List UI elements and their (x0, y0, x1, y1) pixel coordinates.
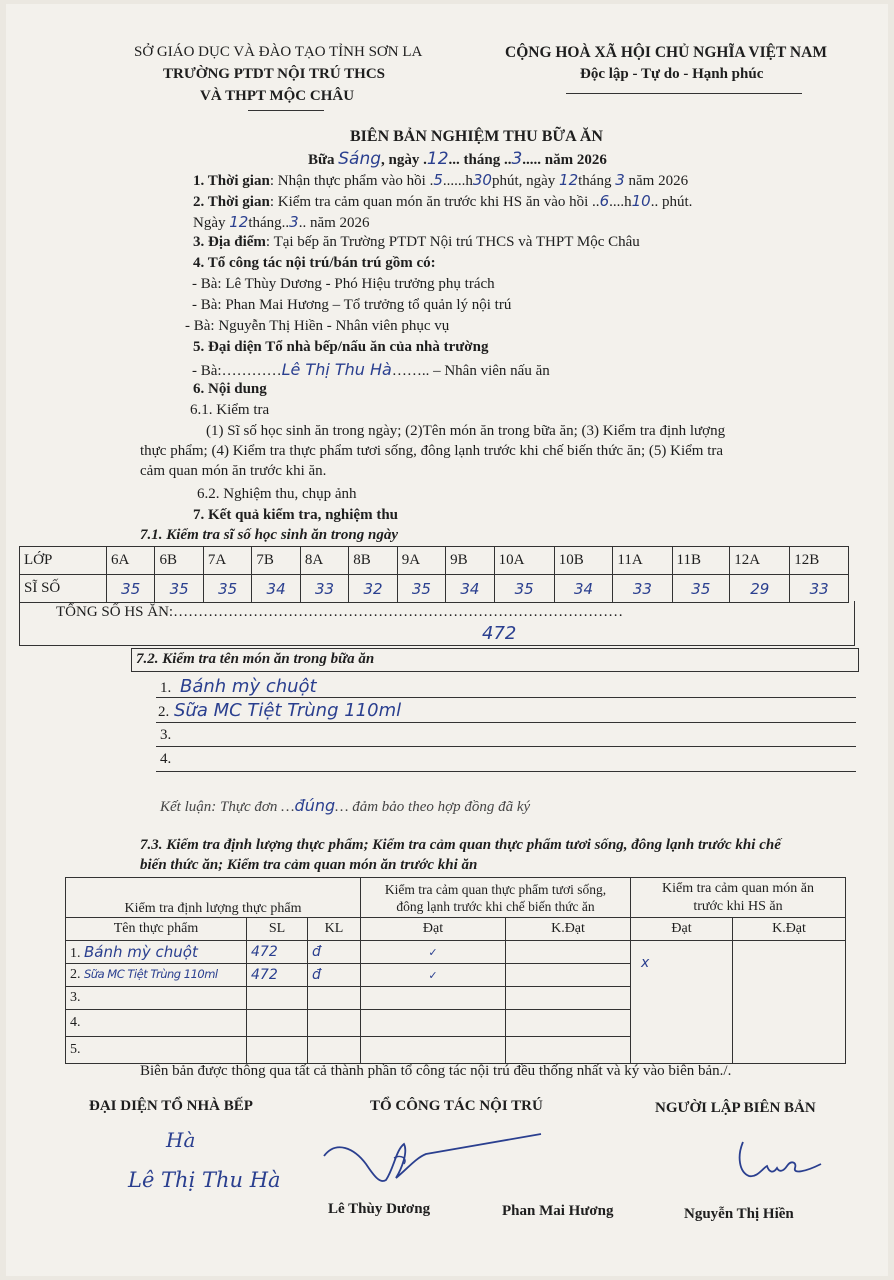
table73-subhead (66, 918, 846, 941)
head-fresh: Kiểm tra cảm quan thực phẩm tươi sống, đông lạnh trước khi chế biến thức ăn (361, 878, 631, 918)
meal-line: Bữa Sáng, ngày .12... tháng ..3..... năm 2026 (308, 149, 607, 169)
row-kl: đ (308, 941, 361, 964)
member-1: - Bà: Lê Thùy Dương - Phó Hiệu trưởng phụ trách (192, 276, 495, 292)
col-kl: KL (308, 918, 361, 941)
class-row (20, 547, 849, 575)
count-cell: 35 (672, 575, 730, 603)
author-signature (735, 1138, 835, 1188)
table-row (66, 941, 846, 964)
class-label: LỚP (20, 547, 107, 575)
count-cell: 35 (203, 575, 251, 603)
section-6-para-1: (1) Sĩ số học sinh ăn trong ngày; (2)Tên món ăn trong bữa ăn; (3) Kiểm tra định lượng (206, 423, 726, 439)
section-6-2: 6.2. Nghiệm thu, chụp ảnh (197, 486, 357, 502)
row-fail (506, 1037, 631, 1064)
row-kl (308, 987, 361, 1010)
dish-line-1 (156, 697, 856, 698)
table73-head (66, 878, 846, 918)
section-7-2-box (131, 648, 859, 672)
count-cell: 29 (730, 575, 790, 603)
section-1: 1. Thời gian: Nhận thực phẩm vào hồi .5......h30phút, ngày 12tháng 3 năm 2026 (193, 171, 689, 189)
kitchen-title: ĐẠI DIỆN TỔ NHÀ BẾP (89, 1098, 253, 1114)
meal-day: 12 (426, 149, 449, 169)
count-cell: 34 (554, 575, 613, 603)
row-fail (506, 1010, 631, 1037)
row-pass (361, 1037, 506, 1064)
row-kl: đ (308, 964, 361, 987)
count-cell: 35 (397, 575, 445, 603)
closing-statement: Biên bản được thông qua tất cả thành phần tổ công tác nội trú đều thống nhất và ký vào biên bản./. (140, 1063, 732, 1079)
document-title: BIÊN BẢN NGHIỆM THU BỮA ĂN (350, 128, 603, 145)
count-row (20, 575, 849, 603)
section-6-title: 6. Nội dung (193, 381, 267, 397)
section-7-3-line-2: biến thức ăn; Kiểm tra cảm quan món ăn trước khi ăn (140, 857, 478, 873)
school-name-1: TRƯỜNG PTDT NỘI TRÚ THCS (163, 66, 385, 82)
section-5-title: 5. Đại diện Tổ nhà bếp/nấu ăn của nhà trường (193, 339, 489, 355)
row-name-cell: 1. Bánh mỳ chuột (66, 941, 247, 964)
class-cell: 9A (397, 547, 445, 575)
col-pass: Đạt (361, 918, 506, 941)
count-label: SĨ SỐ (20, 575, 107, 603)
section-3: 3. Địa điểm: Tại bếp ăn Trường PTDT Nội trú THCS và THPT Mộc Châu (193, 234, 640, 250)
dish-num-2: 2. (158, 704, 170, 720)
section-5-member: - Bà:…………Lê Thị Thu Hà…….. – Nhân viên nấu ăn (192, 360, 550, 379)
meal-value: Sáng (338, 149, 382, 169)
motto-underline (566, 93, 802, 94)
col-fail-2: K.Đạt (733, 918, 846, 941)
nation-motto: Độc lập - Tự do - Hạnh phúc (580, 66, 764, 82)
count-cell: 34 (252, 575, 300, 603)
class-cell: 12B (790, 547, 849, 575)
dish-num-4: 4. (160, 751, 172, 767)
dish-pass-cell: x (631, 941, 733, 1064)
board-signature (316, 1128, 546, 1198)
member-2: - Bà: Phan Mai Hương – Tổ trưởng tổ quản lý nội trú (192, 297, 512, 313)
row-kl (308, 1037, 361, 1064)
kitchen-name-hw: Lê Thị Thu Hà (128, 1168, 281, 1192)
class-cell: 9B (446, 547, 494, 575)
section-4-title: 4. Tổ công tác nội trú/bán trú gồm có: (193, 255, 436, 271)
class-cell: 7A (203, 547, 251, 575)
author-name: Nguyễn Thị Hiền (684, 1206, 794, 1222)
author-title: NGƯỜI LẬP BIÊN BẢN (655, 1100, 816, 1116)
class-cell: 7B (252, 547, 300, 575)
head-dish: Kiểm tra cảm quan món ăn trước khi HS ăn (631, 878, 846, 918)
cook-name-hw: Lê Thị Thu Hà (281, 360, 392, 379)
row-pass: ✓ (361, 941, 506, 964)
kitchen-signature: Hà (166, 1128, 196, 1152)
section-6-1: 6.1. Kiểm tra (190, 402, 270, 418)
board-title: TỔ CÔNG TÁC NỘI TRÚ (370, 1098, 543, 1114)
nation-title: CỘNG HOÀ XÃ HỘI CHỦ NGHĨA VIỆT NAM (505, 44, 827, 61)
dish-num-3: 3. (160, 727, 172, 743)
row-sl (247, 1010, 308, 1037)
row-pass (361, 987, 506, 1010)
col-name: Tên thực phẩm (66, 918, 247, 941)
section-7-2-title: 7.2. Kiểm tra tên món ăn trong bữa ăn (136, 651, 375, 667)
member-3: - Bà: Nguyễn Thị Hiền - Nhân viên phục vụ (185, 318, 450, 334)
meal-month: 3 (511, 149, 523, 169)
dish-num-1: 1. (160, 680, 172, 696)
quality-check-table (65, 877, 846, 1064)
row-sl: 472 (247, 964, 308, 987)
row-sl (247, 987, 308, 1010)
class-cell: 10B (554, 547, 613, 575)
conclusion-value: đúng (294, 796, 336, 815)
section-6-para-3: cảm quan món ăn trước khi ăn. (140, 463, 327, 479)
count-cell: 35 (107, 575, 155, 603)
section-2-date: Ngày 12tháng..3.. năm 2026 (193, 213, 370, 231)
dish-line-2 (156, 722, 856, 723)
class-count-table (19, 546, 849, 603)
section-7-1-title: 7.1. Kiểm tra sĩ số học sinh ăn trong ngày (140, 527, 398, 543)
col-pass-2: Đạt (631, 918, 733, 941)
col-fail: K.Đạt (506, 918, 631, 941)
conclusion: Kết luận: Thực đơn …đúng… đảm bảo theo hợp đồng đã ký (160, 796, 531, 815)
total-value: 472 (482, 623, 517, 644)
row-name-cell: 4. (66, 1010, 247, 1037)
row-fail (506, 964, 631, 987)
total-box (19, 601, 855, 646)
class-cell: 11B (672, 547, 730, 575)
dish-fail-cell (733, 941, 846, 1064)
row-name-cell: 3. (66, 987, 247, 1010)
count-cell: 32 (349, 575, 397, 603)
row-pass (361, 1010, 506, 1037)
count-cell: 35 (155, 575, 203, 603)
count-cell: 33 (300, 575, 348, 603)
head-quantity: Kiểm tra định lượng thực phẩm (66, 878, 361, 918)
dish-line-4 (156, 771, 856, 772)
total-label: TỔNG SỐ HS ĂN:……………………………………………………………………………… (56, 604, 624, 620)
section-6-para-2: thực phẩm; (4) Kiểm tra thực phẩm tươi sống, đông lạnh trước khi chế biến thức ăn; (5) Kiểm tra (140, 443, 724, 459)
class-cell: 12A (730, 547, 790, 575)
count-cell: 35 (494, 575, 554, 603)
dept-name: SỞ GIÁO DỤC VÀ ĐÀO TẠO TỈNH SƠN LA (134, 44, 423, 60)
row-fail (506, 941, 631, 964)
class-cell: 6A (107, 547, 155, 575)
class-cell: 11A (613, 547, 672, 575)
class-cell: 8B (349, 547, 397, 575)
school-underline (248, 110, 324, 111)
section-7-title: 7. Kết quả kiểm tra, nghiệm thu (193, 507, 399, 523)
row-sl: 472 (247, 941, 308, 964)
class-cell: 8A (300, 547, 348, 575)
dish-name-1: Bánh mỳ chuột (180, 676, 317, 697)
board-name-2: Phan Mai Hương (502, 1203, 614, 1219)
count-cell: 33 (790, 575, 849, 603)
col-sl: SL (247, 918, 308, 941)
row-kl (308, 1010, 361, 1037)
board-name-1: Lê Thùy Dương (328, 1201, 431, 1217)
row-name-cell: 5. (66, 1037, 247, 1064)
row-fail (506, 987, 631, 1010)
dish-name-2: Sữa MC Tiệt Trùng 110ml (174, 700, 402, 721)
section-7-3-line-1: 7.3. Kiểm tra định lượng thực phẩm; Kiểm tra cảm quan thực phẩm tươi sống, đông lạnh trước khi chế (140, 837, 781, 853)
class-cell: 6B (155, 547, 203, 575)
row-name-cell: 2. Sữa MC Tiệt Trùng 110ml (66, 964, 247, 987)
row-pass: ✓ (361, 964, 506, 987)
row-sl (247, 1037, 308, 1064)
dish-line-3 (156, 746, 856, 747)
count-cell: 33 (613, 575, 672, 603)
school-name-2: VÀ THPT MỘC CHÂU (200, 88, 355, 104)
count-cell: 34 (446, 575, 494, 603)
class-cell: 10A (494, 547, 554, 575)
section-2: 2. Thời gian: Kiểm tra cảm quan món ăn trước khi HS ăn vào hồi ..6....h10.. phút. (193, 192, 693, 210)
